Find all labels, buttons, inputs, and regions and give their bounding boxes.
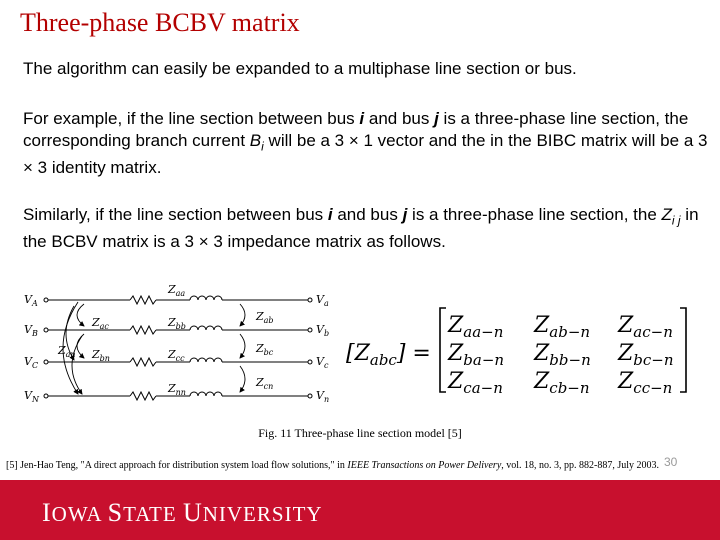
impedance-sub: i j xyxy=(671,213,681,228)
reference-suffix: , vol. 18, no. 3, pp. 882-887, July 2003. xyxy=(501,460,660,471)
page-number: 30 xyxy=(664,455,678,469)
logo-letter: S xyxy=(107,498,124,527)
slide-title: Three-phase BCBV matrix xyxy=(20,8,300,37)
text-run: and bus xyxy=(332,205,403,224)
impedance-label-Znn: $Z_{nn}$ xyxy=(168,382,186,397)
matrix-entry-cc: $Z_{cc-n}$ xyxy=(618,369,673,396)
reference-journal: IEEE Transactions on Power Delivery xyxy=(347,460,502,471)
node-label-Vc: $V_c$ xyxy=(316,355,329,370)
matrix-entry-ac: $Z_{ac-n}$ xyxy=(618,313,673,341)
impedance-label-Zbb: $Z_{bb}$ xyxy=(168,316,186,331)
logo-letter: U xyxy=(182,498,203,527)
impedance-label-Zan: $Z_{an}$ xyxy=(58,344,76,359)
text-run: is a three-phase line section, the xyxy=(407,205,662,224)
paragraph-similarly xyxy=(23,204,708,253)
bus-i: i xyxy=(359,109,365,128)
paragraph-example xyxy=(23,108,708,179)
matrix-entry-bc: $Z_{bc-n}$ xyxy=(618,341,674,369)
bus-j: j xyxy=(402,205,408,224)
impedance-label-Zbc: $Z_{bc}$ xyxy=(256,342,274,357)
matrix-entry-ba: $Z_{ba-n}$ xyxy=(448,341,505,369)
text-run: and bus xyxy=(364,109,435,128)
impedance-label-Zaa: $Z_{aa}$ xyxy=(168,283,186,298)
impedance-label-Zcc: $Z_{cc}$ xyxy=(168,348,185,363)
figure-caption: Fig. 11 Three-phase line section model [5] xyxy=(258,426,462,440)
logo-letter: I xyxy=(42,498,52,527)
text-run: in the BCBV matrix is a 3 × 3 impedance matrix as follows. xyxy=(23,205,699,252)
impedance-label-Zab: $Z_{ab}$ xyxy=(256,310,274,325)
reference-citation xyxy=(6,460,666,471)
matrix-entry-cb: $Z_{cb-n}$ xyxy=(534,369,590,396)
impedance-label-Zbn: $Z_{bn}$ xyxy=(92,348,110,363)
node-label-VC: $V_C$ xyxy=(24,355,39,370)
impedance-symbol: Z xyxy=(661,205,672,224)
logo-text: TATE xyxy=(123,502,183,526)
node-label-VN: $V_N$ xyxy=(24,389,39,404)
text-run: will be a 3 × 1 vector and the in the BIBC matrix will be a 3 × 3 identity matrix. xyxy=(23,131,708,178)
bus-j: j xyxy=(434,109,439,128)
bus-i: i xyxy=(327,205,333,224)
text-run: For example, if the line section between bus xyxy=(23,109,360,128)
matrix-left-bracket xyxy=(440,308,446,392)
text-run: Similarly, if the line section between bus xyxy=(23,205,328,224)
matrix-right-bracket xyxy=(680,308,686,392)
node-label-VA: $V_A$ xyxy=(24,293,38,308)
matrix-entry-aa: $Z_{aa-n}$ xyxy=(448,313,504,341)
node-label-Va: $V_a$ xyxy=(316,293,329,308)
mutual-coupling-arcs xyxy=(63,302,245,394)
logo-text: OWA xyxy=(51,502,108,526)
three-phase-line-diagram xyxy=(18,282,338,414)
impedance-label-Zcn: $Z_{cn}$ xyxy=(256,376,274,391)
node-label-VB: $V_B$ xyxy=(24,323,38,338)
university-logo xyxy=(42,498,323,528)
impedance-label-Zac: $Z_{ac}$ xyxy=(92,316,109,331)
impedance-matrix-equation xyxy=(344,304,694,396)
reference-prefix: [5] Jen-Hao Teng, "A direct approach for distribution system load flow solutions," in xyxy=(6,460,348,471)
logo-text: NIVERSITY xyxy=(202,502,323,526)
branch-current-symbol: B xyxy=(249,131,262,150)
paragraph-intro: The algorithm can easily be expanded to a multiphase line section or bus. xyxy=(23,59,577,78)
branch-current-sub: i xyxy=(261,139,264,154)
node-label-Vn: $V_n$ xyxy=(316,389,330,404)
matrix-entry-bb: $Z_{bb-n}$ xyxy=(534,341,591,369)
matrix-entry-ab: $Z_{ab-n}$ xyxy=(534,313,591,341)
text-run: is a three-phase line section, the corresponding branch current xyxy=(23,109,689,150)
matrix-entry-ca: $Z_{ca-n}$ xyxy=(448,369,503,396)
node-label-Vb: $V_b$ xyxy=(316,323,330,338)
matrix-lhs: $[Z_{abc}]$ = xyxy=(346,341,431,369)
